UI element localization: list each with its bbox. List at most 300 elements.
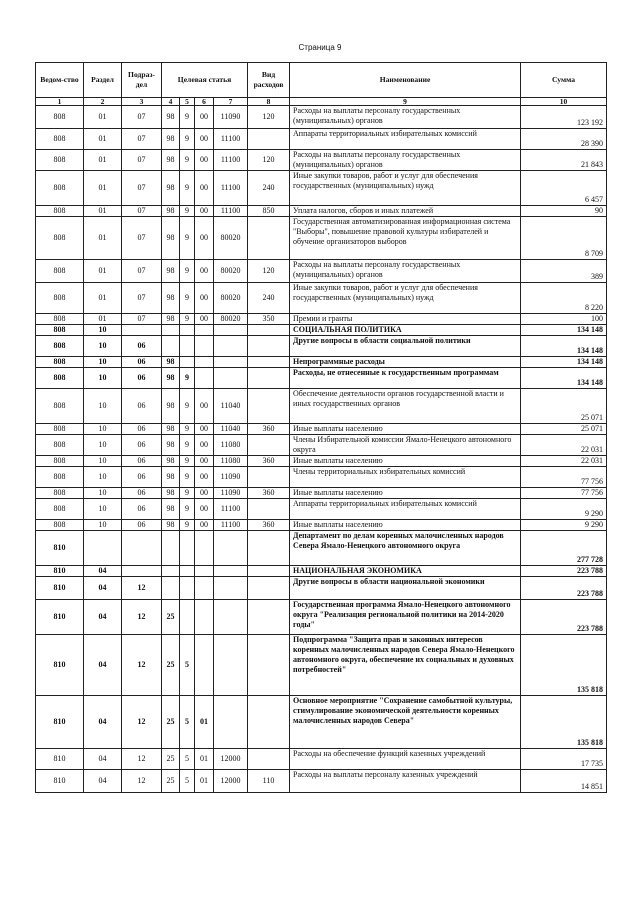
cell-summa: 22 031: [521, 435, 607, 456]
cell-razdel: 01: [84, 106, 122, 129]
cell-summa: 17 735: [521, 749, 607, 770]
table-row: [36, 435, 607, 456]
cell-razdel: 10: [84, 389, 122, 424]
cell-vid-rashodov: 240: [248, 171, 290, 206]
cell-celevaya-program: 98: [162, 389, 180, 424]
cell-razdel: 04: [84, 577, 122, 600]
cell-celevaya-event: 01: [195, 696, 214, 749]
cell-vid-rashodov: 850: [248, 206, 290, 217]
cell-celevaya-event: 01: [195, 749, 214, 770]
cell-celevaya-program: [162, 577, 180, 600]
cell-razdel: 10: [84, 435, 122, 456]
cell-vid-rashodov: 360: [248, 456, 290, 467]
cell-celevaya-subprogram: [180, 600, 195, 635]
cell-celevaya-direction: [214, 368, 248, 389]
table-row: [36, 357, 607, 368]
cell-celevaya-program: 98: [162, 435, 180, 456]
cell-celevaya-direction: 11100: [214, 520, 248, 531]
table-row: [36, 635, 607, 696]
table-row: [36, 260, 607, 283]
cell-vedomstvo: 808: [36, 106, 84, 129]
cell-celevaya-subprogram: 9: [180, 424, 195, 435]
cell-summa: 9 290: [521, 499, 607, 520]
cell-podrazdel: 07: [122, 206, 162, 217]
cell-celevaya-event: 00: [195, 467, 214, 488]
cell-razdel: 10: [84, 499, 122, 520]
cell-vid-rashodov: [248, 600, 290, 635]
table-row: [36, 150, 607, 171]
cell-vedomstvo: 808: [36, 357, 84, 368]
cell-summa: 90: [521, 206, 607, 217]
table-row: [36, 566, 607, 577]
cell-celevaya-event: 00: [195, 283, 214, 314]
cell-celevaya-program: [162, 325, 180, 336]
cell-celevaya-subprogram: 9: [180, 520, 195, 531]
cell-razdel: 01: [84, 129, 122, 150]
cell-razdel: 01: [84, 206, 122, 217]
table-row: [36, 368, 607, 389]
cell-celevaya-subprogram: 9: [180, 171, 195, 206]
cell-podrazdel: 06: [122, 389, 162, 424]
table-row: [36, 424, 607, 435]
cell-celevaya-direction: 11090: [214, 488, 248, 499]
cell-celevaya-subprogram: 9: [180, 314, 195, 325]
cell-naimenovanie: Иные выплаты населению: [290, 520, 521, 531]
cell-celevaya-event: [195, 368, 214, 389]
cell-celevaya-program: 98: [162, 106, 180, 129]
cell-celevaya-direction: [214, 325, 248, 336]
cell-vid-rashodov: 360: [248, 520, 290, 531]
cell-celevaya-event: [195, 635, 214, 696]
header-celevaya-statya: Целевая статья: [162, 63, 248, 98]
cell-summa: 8 709: [521, 217, 607, 260]
cell-summa: 77 756: [521, 488, 607, 499]
cell-razdel: [84, 531, 122, 566]
cell-celevaya-direction: 11090: [214, 106, 248, 129]
cell-celevaya-subprogram: 9: [180, 499, 195, 520]
header-summa: Сумма: [521, 63, 607, 98]
cell-vedomstvo: 808: [36, 368, 84, 389]
cell-razdel: 10: [84, 520, 122, 531]
cell-vedomstvo: 808: [36, 171, 84, 206]
cell-vedomstvo: 808: [36, 520, 84, 531]
table-row: [36, 106, 607, 129]
cell-celevaya-program: 98: [162, 456, 180, 467]
cell-naimenovanie: НАЦИОНАЛЬНАЯ ЭКОНОМИКА: [290, 566, 521, 577]
cell-vid-rashodov: [248, 357, 290, 368]
cell-vid-rashodov: [248, 696, 290, 749]
cell-vid-rashodov: [248, 577, 290, 600]
cell-celevaya-program: 98: [162, 129, 180, 150]
cell-celevaya-subprogram: [180, 566, 195, 577]
column-number: 9: [290, 98, 521, 106]
cell-vid-rashodov: [248, 467, 290, 488]
cell-celevaya-direction: 12000: [214, 770, 248, 793]
cell-celevaya-direction: [214, 357, 248, 368]
cell-summa: 28 390: [521, 129, 607, 150]
cell-celevaya-subprogram: [180, 577, 195, 600]
table-row: [36, 336, 607, 357]
cell-celevaya-subprogram: 5: [180, 635, 195, 696]
cell-razdel: 10: [84, 488, 122, 499]
cell-naimenovanie: Государственная автоматизированная информационная система "Выборы", повышение правовой культуры избирателей и обучение организаторов выборов: [290, 217, 521, 260]
cell-celevaya-subprogram: 9: [180, 456, 195, 467]
table-row: [36, 499, 607, 520]
table-row: [36, 531, 607, 566]
cell-naimenovanie: Подпрограмма "Защита прав и законных интересов коренных малочисленных народов Севера Ямало-Ненецкого автономного округа, обеспечение их социальных и духовных потребностей": [290, 635, 521, 696]
cell-vedomstvo: 810: [36, 696, 84, 749]
cell-celevaya-subprogram: 9: [180, 129, 195, 150]
cell-vid-rashodov: [248, 635, 290, 696]
cell-celevaya-direction: 80020: [214, 283, 248, 314]
table-row: [36, 456, 607, 467]
cell-celevaya-program: 25: [162, 696, 180, 749]
cell-celevaya-event: 00: [195, 424, 214, 435]
cell-razdel: 01: [84, 260, 122, 283]
table-row: [36, 389, 607, 424]
cell-podrazdel: 12: [122, 577, 162, 600]
cell-naimenovanie: Аппараты территориальных избирательных комиссий: [290, 499, 521, 520]
cell-naimenovanie: СОЦИАЛЬНАЯ ПОЛИТИКА: [290, 325, 521, 336]
cell-celevaya-direction: 11090: [214, 467, 248, 488]
cell-celevaya-program: 25: [162, 749, 180, 770]
cell-podrazdel: 12: [122, 749, 162, 770]
cell-celevaya-event: 00: [195, 520, 214, 531]
cell-vedomstvo: 808: [36, 129, 84, 150]
cell-celevaya-event: 00: [195, 499, 214, 520]
cell-podrazdel: 07: [122, 150, 162, 171]
cell-vid-rashodov: [248, 389, 290, 424]
cell-razdel: 01: [84, 150, 122, 171]
column-number: 6: [195, 98, 214, 106]
cell-vid-rashodov: [248, 531, 290, 566]
cell-vedomstvo: 808: [36, 283, 84, 314]
header-vedomstvo: Ведом-ство: [36, 63, 84, 98]
cell-celevaya-event: [195, 325, 214, 336]
cell-razdel: 10: [84, 456, 122, 467]
cell-celevaya-event: 00: [195, 260, 214, 283]
cell-razdel: 01: [84, 217, 122, 260]
cell-podrazdel: 06: [122, 488, 162, 499]
cell-vid-rashodov: 120: [248, 106, 290, 129]
table-row: [36, 314, 607, 325]
cell-celevaya-subprogram: [180, 357, 195, 368]
cell-naimenovanie: Иные выплаты населению: [290, 488, 521, 499]
column-number: 3: [122, 98, 162, 106]
budget-table: [35, 62, 607, 793]
table-row: [36, 749, 607, 770]
table-row: [36, 600, 607, 635]
cell-celevaya-direction: 11100: [214, 171, 248, 206]
cell-celevaya-direction: [214, 566, 248, 577]
cell-naimenovanie: Расходы, не отнесенные к государственным программам: [290, 368, 521, 389]
cell-celevaya-program: [162, 566, 180, 577]
cell-celevaya-event: [195, 531, 214, 566]
cell-vid-rashodov: [248, 499, 290, 520]
cell-podrazdel: 12: [122, 600, 162, 635]
cell-razdel: 10: [84, 325, 122, 336]
header-naimenovanie: Наименование: [290, 63, 521, 98]
cell-razdel: 10: [84, 357, 122, 368]
column-number: 4: [162, 98, 180, 106]
cell-celevaya-program: 98: [162, 217, 180, 260]
cell-summa: 22 031: [521, 456, 607, 467]
cell-summa: 223 788: [521, 566, 607, 577]
cell-podrazdel: 07: [122, 217, 162, 260]
cell-celevaya-program: 98: [162, 424, 180, 435]
cell-razdel: 10: [84, 368, 122, 389]
cell-vid-rashodov: [248, 336, 290, 357]
cell-celevaya-event: 00: [195, 217, 214, 260]
cell-naimenovanie: Расходы на выплаты персоналу казенных учреждений: [290, 770, 521, 793]
cell-naimenovanie: Аппараты территориальных избирательных комиссий: [290, 129, 521, 150]
cell-celevaya-subprogram: 9: [180, 368, 195, 389]
cell-summa: 100: [521, 314, 607, 325]
table-row: [36, 129, 607, 150]
cell-vid-rashodov: [248, 325, 290, 336]
cell-summa: 8 220: [521, 283, 607, 314]
cell-celevaya-program: 98: [162, 520, 180, 531]
cell-vid-rashodov: 350: [248, 314, 290, 325]
cell-celevaya-direction: 80020: [214, 217, 248, 260]
cell-summa: 134 148: [521, 357, 607, 368]
cell-naimenovanie: Иные закупки товаров, работ и услуг для обеспечения государственных (муниципальных) нужд: [290, 283, 521, 314]
cell-celevaya-subprogram: 9: [180, 260, 195, 283]
cell-podrazdel: 07: [122, 106, 162, 129]
cell-naimenovanie: Премии и гранты: [290, 314, 521, 325]
cell-celevaya-subprogram: 9: [180, 106, 195, 129]
header-podrazdel: Подраз-дел: [122, 63, 162, 98]
cell-podrazdel: 07: [122, 129, 162, 150]
table-row: [36, 770, 607, 793]
cell-vedomstvo: 808: [36, 314, 84, 325]
cell-celevaya-event: 00: [195, 435, 214, 456]
cell-celevaya-event: 00: [195, 456, 214, 467]
cell-celevaya-program: 98: [162, 171, 180, 206]
cell-vedomstvo: 808: [36, 260, 84, 283]
cell-celevaya-subprogram: 9: [180, 467, 195, 488]
cell-vid-rashodov: 360: [248, 424, 290, 435]
table-row: [36, 283, 607, 314]
page-label: Страница 9: [298, 43, 342, 52]
cell-summa: 134 148: [521, 368, 607, 389]
cell-vid-rashodov: [248, 368, 290, 389]
cell-celevaya-direction: 11100: [214, 206, 248, 217]
cell-vedomstvo: 808: [36, 467, 84, 488]
cell-podrazdel: 06: [122, 368, 162, 389]
header-razdel: Раздел: [84, 63, 122, 98]
cell-vid-rashodov: 120: [248, 260, 290, 283]
cell-razdel: 01: [84, 171, 122, 206]
cell-vedomstvo: 810: [36, 635, 84, 696]
cell-celevaya-direction: [214, 577, 248, 600]
cell-vid-rashodov: 360: [248, 488, 290, 499]
cell-celevaya-event: [195, 336, 214, 357]
column-number: 1: [36, 98, 84, 106]
cell-celevaya-subprogram: 9: [180, 283, 195, 314]
table-body: [36, 106, 607, 793]
cell-celevaya-subprogram: 9: [180, 217, 195, 260]
cell-celevaya-direction: 11080: [214, 456, 248, 467]
cell-celevaya-subprogram: [180, 531, 195, 566]
cell-celevaya-direction: [214, 696, 248, 749]
cell-podrazdel: 06: [122, 336, 162, 357]
cell-summa: 389: [521, 260, 607, 283]
cell-vedomstvo: 808: [36, 217, 84, 260]
cell-podrazdel: 12: [122, 770, 162, 793]
column-number: 5: [180, 98, 195, 106]
column-number-row: [36, 98, 607, 106]
cell-podrazdel: 07: [122, 171, 162, 206]
cell-celevaya-event: 00: [195, 389, 214, 424]
column-number: 10: [521, 98, 607, 106]
cell-vedomstvo: 808: [36, 424, 84, 435]
header-vid-rashodov: Вид расходов: [248, 63, 290, 98]
cell-celevaya-program: 98: [162, 260, 180, 283]
cell-celevaya-direction: 11100: [214, 129, 248, 150]
cell-podrazdel: 07: [122, 314, 162, 325]
cell-razdel: 04: [84, 749, 122, 770]
cell-razdel: 04: [84, 770, 122, 793]
table-row: [36, 467, 607, 488]
cell-razdel: 10: [84, 424, 122, 435]
cell-summa: 223 788: [521, 600, 607, 635]
cell-vedomstvo: 810: [36, 770, 84, 793]
cell-vedomstvo: 808: [36, 435, 84, 456]
cell-podrazdel: 06: [122, 520, 162, 531]
cell-vid-rashodov: [248, 749, 290, 770]
cell-celevaya-event: 00: [195, 171, 214, 206]
cell-podrazdel: 06: [122, 357, 162, 368]
cell-naimenovanie: Государственная программа Ямало-Ненецкого автономного округа "Реализация региональной политики на 2014-2020 годы": [290, 600, 521, 635]
cell-summa: 14 851: [521, 770, 607, 793]
cell-celevaya-event: 00: [195, 106, 214, 129]
cell-celevaya-program: 98: [162, 283, 180, 314]
cell-naimenovanie: Расходы на выплаты персоналу государственных (муниципальных) органов: [290, 260, 521, 283]
cell-podrazdel: 06: [122, 456, 162, 467]
cell-celevaya-event: 01: [195, 770, 214, 793]
cell-naimenovanie: Члены территориальных избирательных комиссий: [290, 467, 521, 488]
cell-naimenovanie: Непрограммные расходы: [290, 357, 521, 368]
cell-celevaya-program: 98: [162, 314, 180, 325]
cell-podrazdel: [122, 566, 162, 577]
cell-celevaya-direction: 80020: [214, 260, 248, 283]
cell-vid-rashodov: [248, 217, 290, 260]
cell-podrazdel: [122, 531, 162, 566]
cell-vedomstvo: 810: [36, 749, 84, 770]
cell-razdel: 04: [84, 566, 122, 577]
cell-celevaya-direction: [214, 600, 248, 635]
column-number: 7: [214, 98, 248, 106]
cell-vid-rashodov: 240: [248, 283, 290, 314]
cell-podrazdel: 07: [122, 283, 162, 314]
cell-naimenovanie: Иные закупки товаров, работ и услуг для обеспечения государственных (муниципальных) нужд: [290, 171, 521, 206]
cell-celevaya-program: 98: [162, 467, 180, 488]
cell-celevaya-program: 98: [162, 368, 180, 389]
cell-celevaya-subprogram: 5: [180, 770, 195, 793]
cell-naimenovanie: Иные выплаты населению: [290, 424, 521, 435]
cell-naimenovanie: Уплата налогов, сборов и иных платежей: [290, 206, 521, 217]
cell-celevaya-subprogram: [180, 325, 195, 336]
cell-celevaya-direction: [214, 531, 248, 566]
cell-celevaya-subprogram: 5: [180, 749, 195, 770]
cell-podrazdel: 12: [122, 696, 162, 749]
cell-vid-rashodov: [248, 435, 290, 456]
cell-razdel: 10: [84, 336, 122, 357]
cell-summa: 134 148: [521, 325, 607, 336]
cell-summa: 135 818: [521, 696, 607, 749]
table-row: [36, 488, 607, 499]
cell-summa: 123 192: [521, 106, 607, 129]
cell-vedomstvo: 810: [36, 531, 84, 566]
column-number: 2: [84, 98, 122, 106]
cell-vedomstvo: 808: [36, 206, 84, 217]
cell-podrazdel: 06: [122, 424, 162, 435]
cell-celevaya-subprogram: 9: [180, 488, 195, 499]
cell-vedomstvo: 808: [36, 456, 84, 467]
cell-vedomstvo: 808: [36, 150, 84, 171]
table-row: [36, 577, 607, 600]
cell-summa: 277 728: [521, 531, 607, 566]
cell-celevaya-subprogram: 5: [180, 696, 195, 749]
cell-celevaya-subprogram: [180, 336, 195, 357]
cell-naimenovanie: Иные выплаты населению: [290, 456, 521, 467]
cell-naimenovanie: Расходы на обеспечение функций казенных учреждений: [290, 749, 521, 770]
cell-celevaya-event: [195, 566, 214, 577]
cell-celevaya-direction: 11100: [214, 499, 248, 520]
cell-naimenovanie: Другие вопросы в области социальной политики: [290, 336, 521, 357]
cell-celevaya-direction: 12000: [214, 749, 248, 770]
cell-vedomstvo: 810: [36, 566, 84, 577]
cell-podrazdel: 06: [122, 467, 162, 488]
cell-vedomstvo: 808: [36, 389, 84, 424]
table-row: [36, 520, 607, 531]
cell-vid-rashodov: [248, 566, 290, 577]
cell-vid-rashodov: [248, 129, 290, 150]
cell-celevaya-event: 00: [195, 150, 214, 171]
cell-razdel: 04: [84, 696, 122, 749]
column-number: 8: [248, 98, 290, 106]
cell-summa: 134 148: [521, 336, 607, 357]
cell-naimenovanie: Департамент по делам коренных малочисленных народов Севера Ямало-Ненецкого автономного округа: [290, 531, 521, 566]
cell-razdel: 01: [84, 283, 122, 314]
cell-summa: 135 818: [521, 635, 607, 696]
cell-celevaya-program: 98: [162, 206, 180, 217]
cell-summa: 77 756: [521, 467, 607, 488]
cell-razdel: 04: [84, 635, 122, 696]
cell-celevaya-direction: 11040: [214, 424, 248, 435]
table-row: [36, 325, 607, 336]
cell-celevaya-event: [195, 600, 214, 635]
cell-vedomstvo: 808: [36, 336, 84, 357]
cell-celevaya-event: [195, 357, 214, 368]
cell-celevaya-program: 25: [162, 635, 180, 696]
cell-summa: 25 071: [521, 424, 607, 435]
cell-podrazdel: 06: [122, 435, 162, 456]
cell-naimenovanie: Члены Избирательной комиссии Ямало-Ненецкого автономного округа: [290, 435, 521, 456]
cell-naimenovanie: Расходы на выплаты персоналу государственных (муниципальных) органов: [290, 150, 521, 171]
cell-podrazdel: 06: [122, 499, 162, 520]
cell-celevaya-event: 00: [195, 206, 214, 217]
cell-celevaya-direction: [214, 635, 248, 696]
cell-vid-rashodov: 110: [248, 770, 290, 793]
cell-vedomstvo: 810: [36, 577, 84, 600]
cell-celevaya-event: 00: [195, 314, 214, 325]
cell-summa: 25 071: [521, 389, 607, 424]
cell-celevaya-program: 25: [162, 770, 180, 793]
cell-summa: 9 290: [521, 520, 607, 531]
cell-celevaya-direction: [214, 336, 248, 357]
